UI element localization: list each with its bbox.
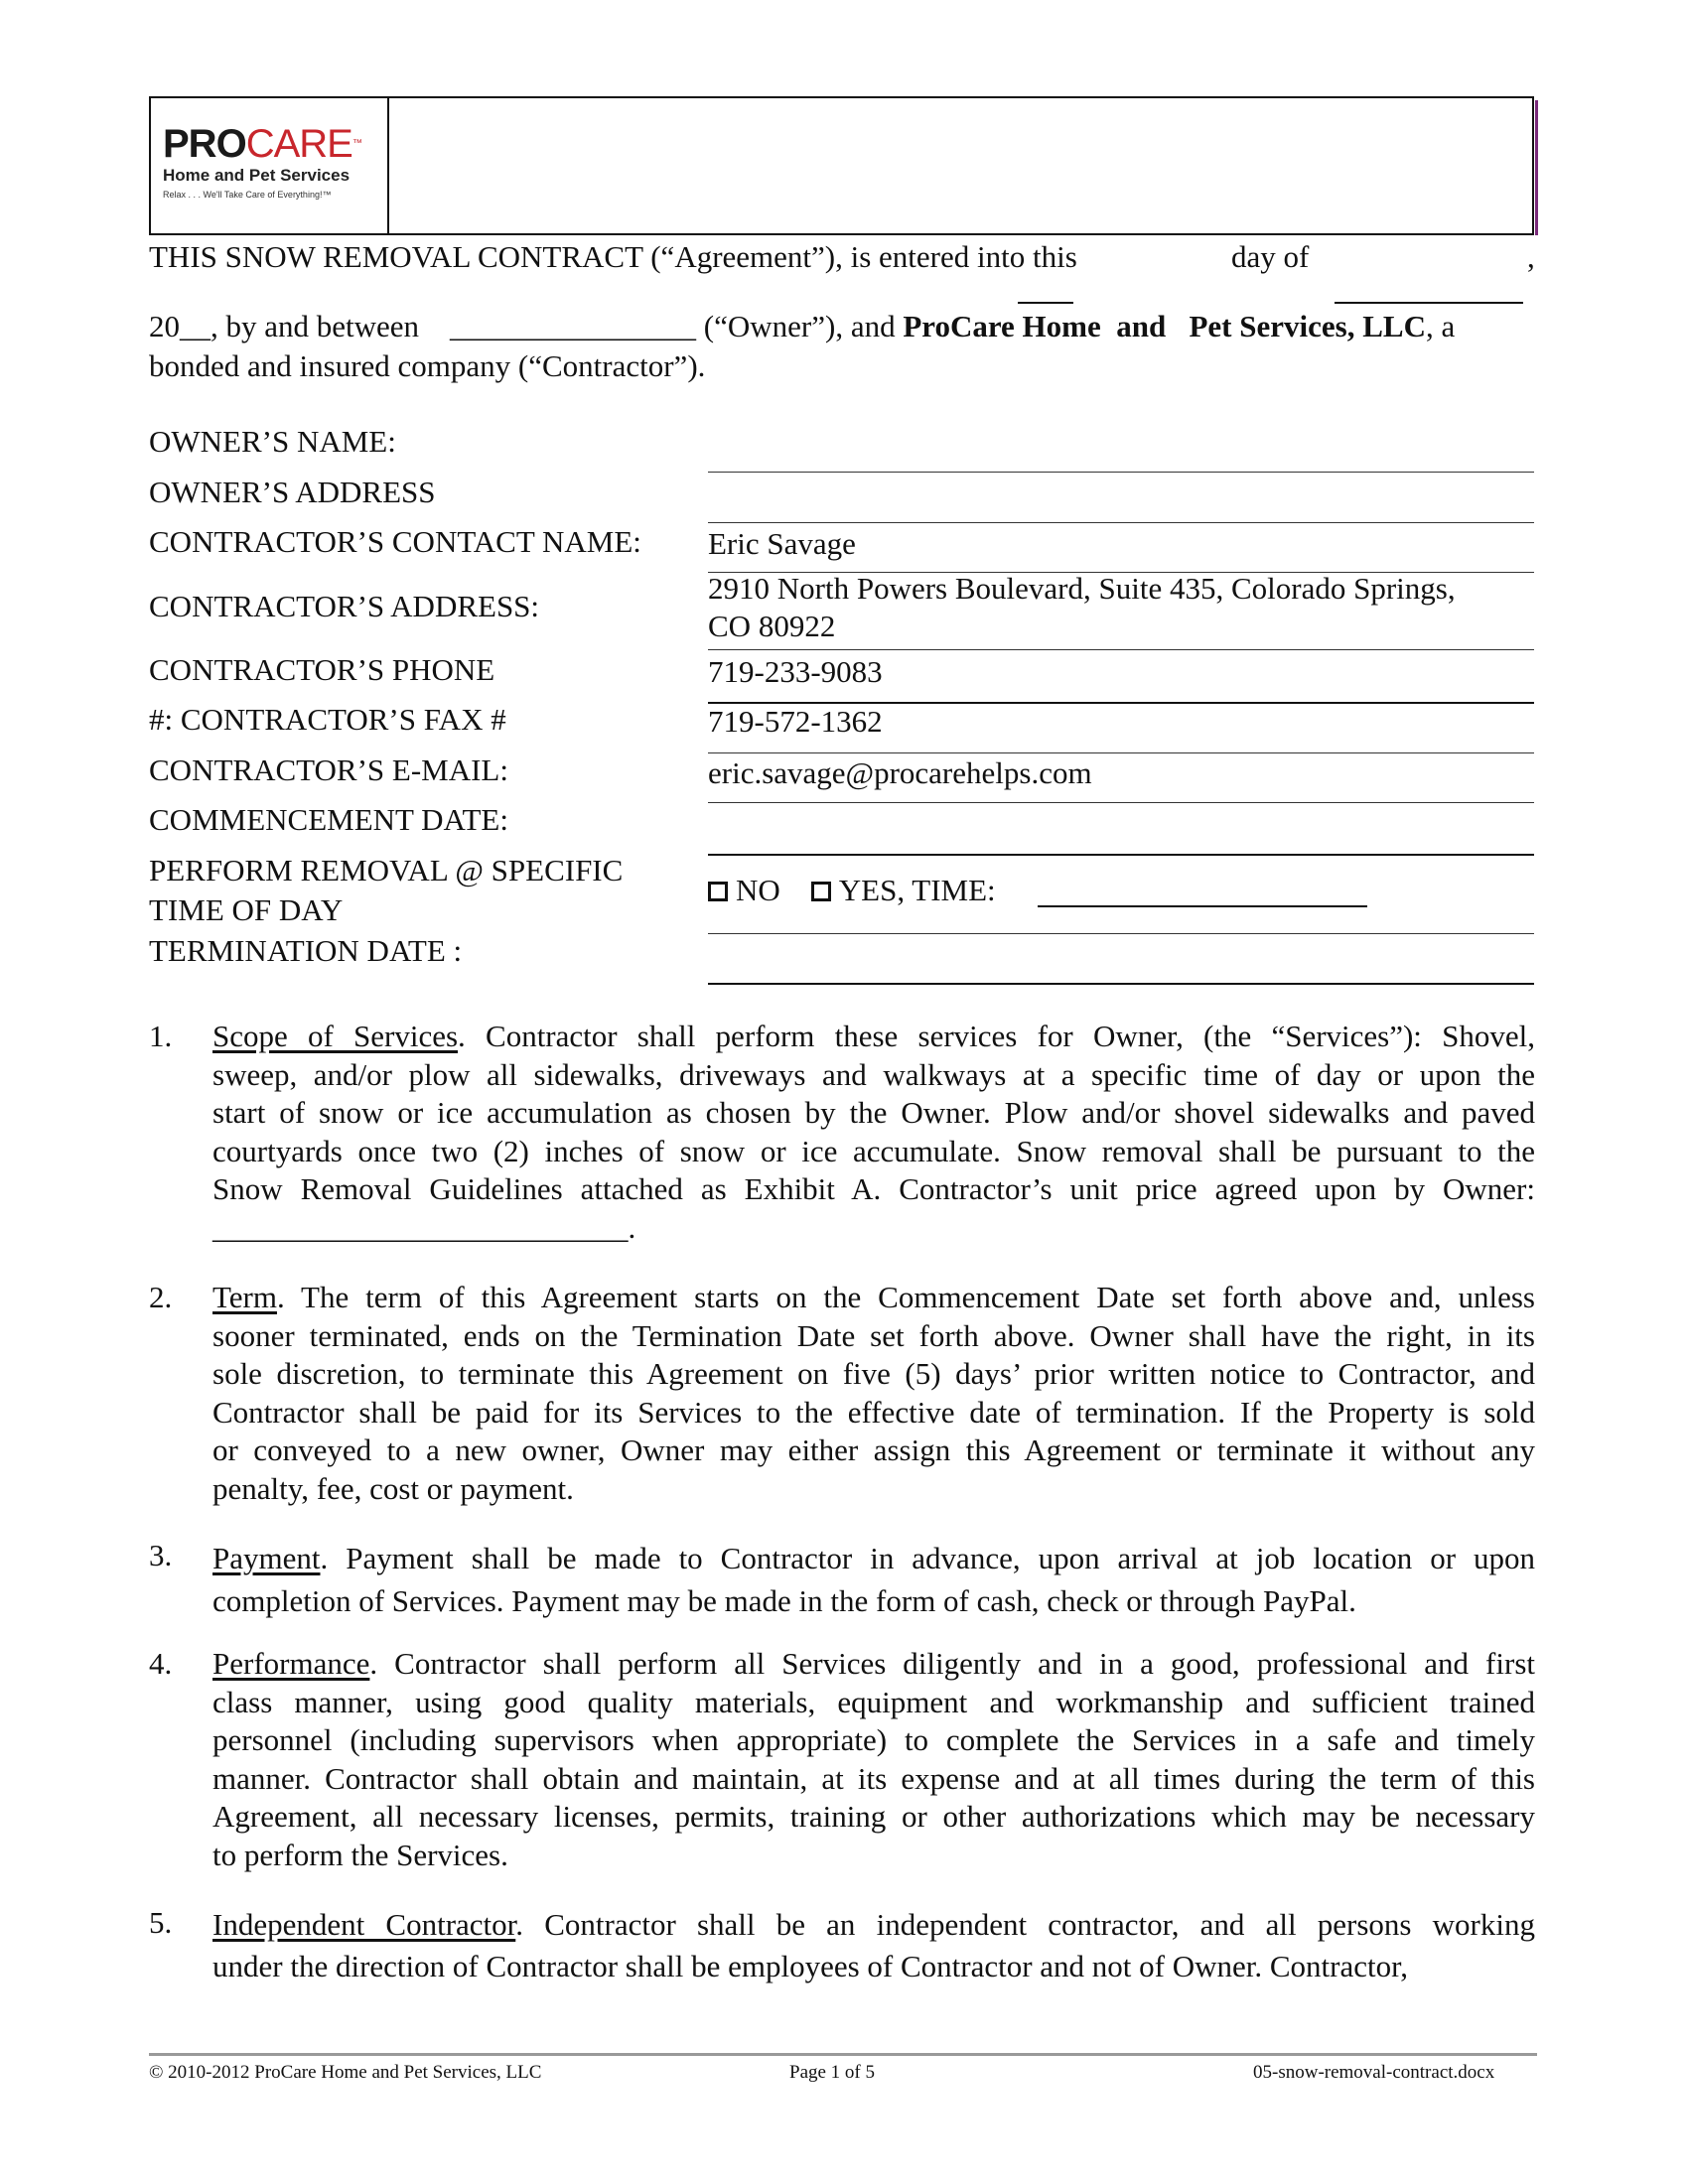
section-line xyxy=(212,1760,1535,1799)
section-line xyxy=(212,1094,1535,1133)
section-number: 2. xyxy=(149,1280,173,1314)
logo-wordmark xyxy=(163,124,381,164)
logo-tagline: Relax . . . We'll Take Care of Everything!™ xyxy=(163,190,332,200)
contact-name-label: CONTRACTOR’S CONTACT NAME: xyxy=(149,524,641,559)
section-line-text: under the direction of Contractor shall be employees of Contractor and not of Owner. Contractor, xyxy=(212,1949,1408,1983)
section-title: Independent Contractor xyxy=(212,1907,516,1942)
owner-address-label: OWNER’S ADDRESS xyxy=(149,475,436,509)
yes-option-label: YES, TIME: xyxy=(838,873,996,907)
yes-checkbox[interactable] xyxy=(811,882,831,901)
contractor-address-rule xyxy=(708,649,1534,650)
contractor-fax-label: #: CONTRACTOR’S FAX # xyxy=(149,702,506,737)
section-title: Scope of Services xyxy=(212,1019,459,1053)
intro-line1-text: THIS SNOW REMOVAL CONTRACT (“Agreement”), is entered into this xyxy=(149,239,1077,274)
intro-line-1 xyxy=(149,238,1539,276)
section-body xyxy=(212,1645,1535,1874)
header-right-accent xyxy=(1535,100,1538,235)
logo-tm: ™ xyxy=(352,138,361,149)
section-line xyxy=(212,1537,1535,1579)
contractor-email-label: CONTRACTOR’S E-MAIL: xyxy=(149,752,508,787)
section-line-text: Agreement, all necessary licenses, permits, training or other authorizations which may be necessary xyxy=(212,1799,1535,1834)
section-line-text: courtyards once two (2) inches of snow or ice accumulate. Snow removal shall be pursuant to the xyxy=(212,1133,1535,1168)
footer-rule xyxy=(149,2053,1537,2056)
section-line-text: sooner terminated, ends on the Termination Date set forth above. Owner shall have the right, in its xyxy=(212,1317,1535,1353)
section-line-text: start of snow or ice accumulation as chosen by the Owner. Plow and/or shovel sidewalks and paved xyxy=(212,1095,1535,1130)
section-line-text: completion of Services. Payment may be made in the form of cash, check or through PayPal. xyxy=(212,1583,1356,1618)
no-option-label: NO xyxy=(736,873,780,907)
section-line xyxy=(212,1056,1535,1095)
section-number: 5. xyxy=(149,1905,173,1940)
section-line-text: personnel (including supervisors when appropriate) to complete the Services in a safe and timely xyxy=(212,1722,1535,1757)
section-line-text: Contractor shall be paid for its Services to the effective date of termination. If the Property is sold xyxy=(212,1394,1535,1430)
intro-paragraph xyxy=(149,308,1539,387)
commencement-date-label: COMMENCEMENT DATE: xyxy=(149,802,508,837)
section-title: Payment xyxy=(212,1541,321,1575)
intro-comma: , xyxy=(1527,239,1535,274)
section-title: Term xyxy=(212,1280,277,1314)
contractor-email-value: eric.savage@procarehelps.com xyxy=(708,755,1092,790)
section-body xyxy=(212,1904,1535,1987)
intro-line2-c: , a xyxy=(1425,309,1456,343)
owner-address-field[interactable] xyxy=(708,522,1534,523)
owner-name-field[interactable] xyxy=(708,472,1534,473)
section-line-text: sweep, and/or plow all sidewalks, driveways and walkways at a specific time of day or upon the xyxy=(212,1056,1535,1092)
section-line-text: penalty, fee, cost or payment. xyxy=(212,1470,574,1506)
section-line xyxy=(212,1684,1535,1722)
section-line-text: sole discretion, to terminate this Agreement on five (5) days’ prior written notice to Contractor, and xyxy=(212,1356,1535,1391)
perform-removal-options xyxy=(708,872,996,909)
section-line xyxy=(212,1470,1535,1509)
termination-date-label: TERMINATION DATE : xyxy=(149,933,463,968)
intro-day-of: day of xyxy=(1231,239,1310,274)
section-line-text: . The term of this Agreement starts on the Commencement Date set forth above and, unless xyxy=(276,1280,1535,1314)
section-body xyxy=(212,1279,1535,1508)
procare-logo xyxy=(163,124,381,200)
month-blank-underline[interactable] xyxy=(1335,302,1523,304)
footer-copyright: © 2010-2012 ProCare Home and Pet Services, LLC xyxy=(149,2062,542,2083)
header-box xyxy=(149,96,1534,235)
section-line-text: . Contractor shall be an independent contractor, and all persons working xyxy=(515,1907,1535,1942)
section-line xyxy=(212,1798,1535,1837)
section-line-text: ___________________________. xyxy=(212,1209,636,1245)
section-line xyxy=(212,1946,1535,1987)
header-divider xyxy=(387,98,389,233)
section-line-text: . Contractor shall perform all Services diligently and in a good, professional and first xyxy=(369,1646,1535,1681)
section-line-text: class manner, using good quality materials, equipment and workmanship and sufficient trained xyxy=(212,1684,1535,1719)
contractor-fax-rule xyxy=(708,752,1534,753)
intro-line-2 xyxy=(149,308,1539,347)
perform-removal-label-2: TIME OF DAY xyxy=(149,892,344,927)
section-number: 1. xyxy=(149,1019,173,1053)
section-line xyxy=(212,1837,1535,1875)
logo-subtitle: Home and Pet Services xyxy=(163,166,351,185)
section-number: 4. xyxy=(149,1646,173,1681)
owner-blank[interactable]: ________________ xyxy=(450,309,697,343)
section-line xyxy=(212,1721,1535,1760)
footer-filename: 05-snow-removal-contract.docx xyxy=(1253,2062,1495,2083)
section-line-text: . Payment shall be made to Contractor in advance, upon arrival at job location or upon xyxy=(320,1541,1535,1575)
company-name: ProCare Home and Pet Services, LLC xyxy=(903,309,1426,343)
section-line-text: Snow Removal Guidelines attached as Exhibit A. Contractor’s unit price agreed upon by Owner: xyxy=(212,1171,1535,1206)
contractor-fax-value: 719-572-1362 xyxy=(708,704,883,739)
contractor-address-line2: CO 80922 xyxy=(708,609,836,643)
section-line xyxy=(212,1317,1535,1356)
section-body xyxy=(212,1018,1535,1247)
perform-removal-rule xyxy=(708,933,1534,934)
section-line xyxy=(212,1279,1535,1317)
contractor-address-label: CONTRACTOR’S ADDRESS: xyxy=(149,589,540,623)
section-line xyxy=(212,1133,1535,1171)
section-line xyxy=(212,1904,1535,1946)
commencement-date-field[interactable] xyxy=(708,854,1534,856)
no-checkbox[interactable] xyxy=(708,882,728,901)
section-line-text: or conveyed to a new owner, Owner may either assign this Agreement or terminate it without any xyxy=(212,1433,1535,1467)
section-line-text: . Contractor shall perform these services for Owner, (the “Services”): Shovel, xyxy=(458,1019,1535,1053)
section-line xyxy=(212,1579,1535,1622)
section-line xyxy=(212,1209,1535,1248)
contractor-email-rule xyxy=(708,802,1534,803)
section-line xyxy=(212,1432,1535,1470)
section-line xyxy=(212,1645,1535,1684)
section-line-text: manner. Contractor shall obtain and maintain, at its expense and at all times during the term of this xyxy=(212,1760,1535,1796)
intro-line-3: bonded and insured company (“Contractor”). xyxy=(149,348,706,383)
section-line-text: to perform the Services. xyxy=(212,1837,508,1872)
section-line xyxy=(212,1170,1535,1209)
logo-care: CARE xyxy=(245,122,352,166)
owner-name-label: OWNER’S NAME: xyxy=(149,424,396,459)
footer-page-number: Page 1 of 5 xyxy=(789,2062,876,2083)
contact-name-value: Eric Savage xyxy=(708,526,856,561)
section-line xyxy=(212,1355,1535,1394)
day-blank-underline[interactable] xyxy=(1018,302,1073,304)
termination-date-field[interactable] xyxy=(708,983,1534,985)
intro-line2-b: (“Owner”), and xyxy=(703,309,896,343)
contractor-address-line1: 2910 North Powers Boulevard, Suite 435, Colorado Springs, xyxy=(708,571,1456,606)
yes-time-field[interactable] xyxy=(1038,905,1367,907)
section-title: Performance xyxy=(212,1646,370,1681)
section-body xyxy=(212,1537,1535,1622)
perform-removal-label-1: PERFORM REMOVAL @ SPECIFIC xyxy=(149,853,624,887)
contractor-phone-value: 719-233-9083 xyxy=(708,654,883,689)
logo-pro: PRO xyxy=(163,122,246,166)
intro-line2-a: 20__, by and between xyxy=(149,309,420,343)
contractor-phone-label: CONTRACTOR’S PHONE xyxy=(149,652,495,687)
section-line xyxy=(212,1394,1535,1433)
section-number: 3. xyxy=(149,1538,173,1572)
section-line xyxy=(212,1018,1535,1056)
